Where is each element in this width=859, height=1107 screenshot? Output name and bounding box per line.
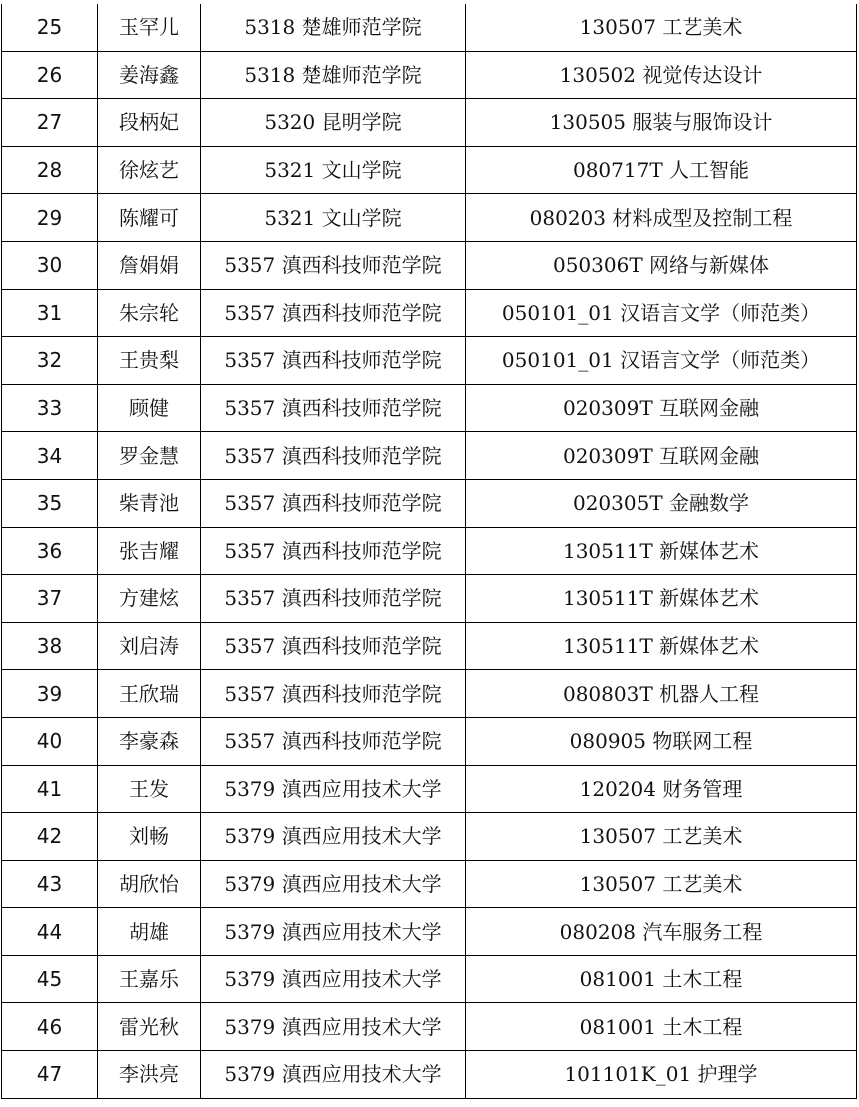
major-name-cell: 130507 工艺美术 <box>466 813 857 861</box>
row-number-cell: 47 <box>2 1051 98 1099</box>
student-name-cell: 李洪亮 <box>98 1051 201 1099</box>
row-number-cell: 40 <box>2 717 98 765</box>
row-number-cell: 37 <box>2 575 98 623</box>
row-number-cell: 46 <box>2 1003 98 1051</box>
table-row <box>2 194 857 242</box>
major-name-cell: 101101K_01 护理学 <box>466 1051 857 1099</box>
table-row <box>2 575 857 623</box>
table-row <box>2 670 857 718</box>
row-number-cell: 32 <box>2 337 98 385</box>
school-name-cell: 5379 滇西应用技术大学 <box>201 860 466 908</box>
row-number-cell: 41 <box>2 765 98 813</box>
major-name-cell: 080203 材料成型及控制工程 <box>466 194 857 242</box>
table-row <box>2 908 857 956</box>
school-name-cell: 5379 滇西应用技术大学 <box>201 955 466 1003</box>
school-name-cell: 5357 滇西科技师范学院 <box>201 289 466 337</box>
row-number-cell: 27 <box>2 99 98 147</box>
row-number-cell: 28 <box>2 146 98 194</box>
major-name-cell: 080208 汽车服务工程 <box>466 908 857 956</box>
school-name-cell: 5320 昆明学院 <box>201 99 466 147</box>
school-name-cell: 5321 文山学院 <box>201 146 466 194</box>
major-name-cell: 050101_01 汉语言文学（师范类） <box>466 337 857 385</box>
school-name-cell: 5318 楚雄师范学院 <box>201 51 466 99</box>
school-name-cell: 5318 楚雄师范学院 <box>201 4 466 51</box>
student-name-cell: 王嘉乐 <box>98 955 201 1003</box>
school-name-cell: 5379 滇西应用技术大学 <box>201 908 466 956</box>
school-name-cell: 5357 滇西科技师范学院 <box>201 384 466 432</box>
school-name-cell: 5357 滇西科技师范学院 <box>201 527 466 575</box>
table-row <box>2 51 857 99</box>
row-number-cell: 39 <box>2 670 98 718</box>
major-name-cell: 130511T 新媒体艺术 <box>466 527 857 575</box>
major-name-cell: 080803T 机器人工程 <box>466 670 857 718</box>
student-name-cell: 顾健 <box>98 384 201 432</box>
student-name-cell: 玉罕儿 <box>98 4 201 51</box>
student-name-cell: 王发 <box>98 765 201 813</box>
table-row <box>2 717 857 765</box>
school-name-cell: 5379 滇西应用技术大学 <box>201 765 466 813</box>
major-name-cell: 130511T 新媒体艺术 <box>466 575 857 623</box>
table-row <box>2 146 857 194</box>
major-name-cell: 130505 服装与服饰设计 <box>466 99 857 147</box>
school-name-cell: 5379 滇西应用技术大学 <box>201 813 466 861</box>
row-number-cell: 29 <box>2 194 98 242</box>
table-row <box>2 289 857 337</box>
school-name-cell: 5379 滇西应用技术大学 <box>201 1051 466 1099</box>
row-number-cell: 44 <box>2 908 98 956</box>
major-name-cell: 020309T 互联网金融 <box>466 384 857 432</box>
major-name-cell: 130507 工艺美术 <box>466 860 857 908</box>
student-name-cell: 王欣瑞 <box>98 670 201 718</box>
table-row <box>2 241 857 289</box>
row-number-cell: 35 <box>2 479 98 527</box>
major-name-cell: 020309T 互联网金融 <box>466 432 857 480</box>
table-row <box>2 860 857 908</box>
major-name-cell: 130502 视觉传达设计 <box>466 51 857 99</box>
table-row <box>2 479 857 527</box>
row-number-cell: 33 <box>2 384 98 432</box>
table-row <box>2 527 857 575</box>
major-name-cell: 081001 土木工程 <box>466 955 857 1003</box>
table-row <box>2 337 857 385</box>
table-row <box>2 432 857 480</box>
table-row <box>2 384 857 432</box>
student-name-cell: 徐炫艺 <box>98 146 201 194</box>
row-number-cell: 34 <box>2 432 98 480</box>
major-name-cell: 080905 物联网工程 <box>466 717 857 765</box>
student-name-cell: 张吉耀 <box>98 527 201 575</box>
school-name-cell: 5357 滇西科技师范学院 <box>201 622 466 670</box>
student-name-cell: 胡欣怡 <box>98 860 201 908</box>
major-name-cell: 080717T 人工智能 <box>466 146 857 194</box>
row-number-cell: 26 <box>2 51 98 99</box>
student-name-cell: 詹娟娟 <box>98 241 201 289</box>
school-name-cell: 5357 滇西科技师范学院 <box>201 241 466 289</box>
school-name-cell: 5379 滇西应用技术大学 <box>201 1003 466 1051</box>
student-name-cell: 王贵梨 <box>98 337 201 385</box>
student-name-cell: 刘启涛 <box>98 622 201 670</box>
row-number-cell: 45 <box>2 955 98 1003</box>
row-number-cell: 38 <box>2 622 98 670</box>
student-name-cell: 段柄妃 <box>98 99 201 147</box>
admission-table <box>1 4 857 1099</box>
student-name-cell: 李豪森 <box>98 717 201 765</box>
major-name-cell: 130507 工艺美术 <box>466 4 857 51</box>
table-row <box>2 813 857 861</box>
row-number-cell: 36 <box>2 527 98 575</box>
school-name-cell: 5357 滇西科技师范学院 <box>201 432 466 480</box>
student-name-cell: 姜海鑫 <box>98 51 201 99</box>
student-name-cell: 胡雄 <box>98 908 201 956</box>
row-number-cell: 43 <box>2 860 98 908</box>
student-name-cell: 雷光秋 <box>98 1003 201 1051</box>
major-name-cell: 020305T 金融数学 <box>466 479 857 527</box>
school-name-cell: 5357 滇西科技师范学院 <box>201 670 466 718</box>
school-name-cell: 5357 滇西科技师范学院 <box>201 337 466 385</box>
table-row <box>2 1051 857 1099</box>
table-row <box>2 99 857 147</box>
student-name-cell: 柴青池 <box>98 479 201 527</box>
student-name-cell: 罗金慧 <box>98 432 201 480</box>
student-name-cell: 朱宗轮 <box>98 289 201 337</box>
major-name-cell: 050101_01 汉语言文学（师范类） <box>466 289 857 337</box>
major-name-cell: 081001 土木工程 <box>466 1003 857 1051</box>
table-row <box>2 4 857 51</box>
school-name-cell: 5357 滇西科技师范学院 <box>201 479 466 527</box>
row-number-cell: 30 <box>2 241 98 289</box>
student-name-cell: 方建炫 <box>98 575 201 623</box>
major-name-cell: 120204 财务管理 <box>466 765 857 813</box>
school-name-cell: 5357 滇西科技师范学院 <box>201 575 466 623</box>
table-row <box>2 955 857 1003</box>
school-name-cell: 5321 文山学院 <box>201 194 466 242</box>
school-name-cell: 5357 滇西科技师范学院 <box>201 717 466 765</box>
table-body <box>2 4 857 1098</box>
row-number-cell: 42 <box>2 813 98 861</box>
table-row <box>2 622 857 670</box>
table-row <box>2 1003 857 1051</box>
major-name-cell: 130511T 新媒体艺术 <box>466 622 857 670</box>
table-row <box>2 765 857 813</box>
row-number-cell: 25 <box>2 4 98 51</box>
row-number-cell: 31 <box>2 289 98 337</box>
student-name-cell: 陈耀可 <box>98 194 201 242</box>
major-name-cell: 050306T 网络与新媒体 <box>466 241 857 289</box>
student-name-cell: 刘畅 <box>98 813 201 861</box>
